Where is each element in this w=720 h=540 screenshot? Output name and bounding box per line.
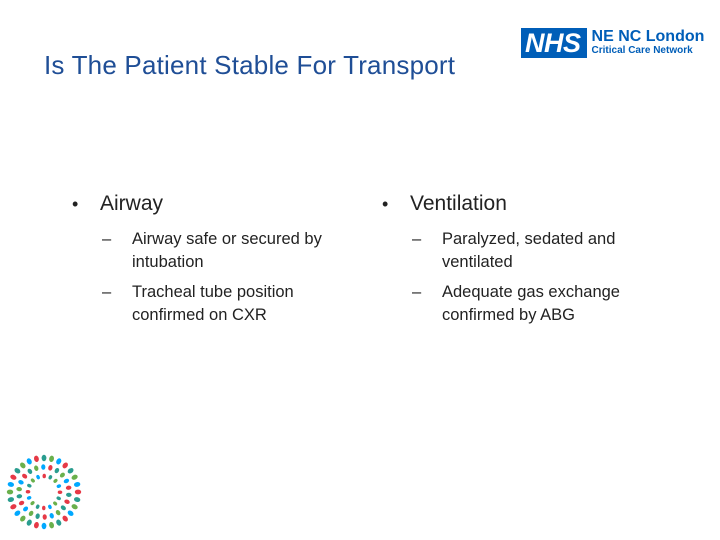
ring-dot — [9, 474, 17, 481]
ring-dot — [59, 472, 66, 479]
ring-dot — [28, 510, 34, 517]
subitem — [102, 281, 362, 327]
ring-dot — [7, 490, 13, 495]
ring-dot — [18, 500, 25, 506]
ring-dot — [42, 506, 46, 511]
ring-dot — [16, 487, 22, 492]
ring-dot — [16, 494, 22, 499]
ring-dot — [19, 515, 27, 523]
ring-dot — [30, 478, 36, 484]
ring-dot — [48, 475, 53, 481]
ring-dot — [26, 457, 33, 465]
ring-dot — [35, 513, 40, 519]
subitem — [412, 281, 682, 327]
bullet-heading: Airway — [100, 192, 164, 215]
subitem-text: Airway safe or secured by intubation — [132, 230, 322, 271]
ring-dot — [49, 521, 55, 528]
bullet-ventilation — [382, 192, 682, 216]
ring-dot — [67, 509, 75, 517]
ring-dot — [27, 483, 33, 488]
ring-dot — [26, 490, 31, 494]
dash: – — [102, 230, 112, 248]
dash: – — [412, 230, 422, 248]
ring-dot — [30, 500, 36, 506]
ring-dot — [55, 509, 62, 516]
ring-dot — [64, 499, 71, 505]
bullet-dot: • — [72, 194, 79, 214]
ring-dot — [75, 490, 81, 495]
ring-dot — [71, 474, 79, 481]
ring-dot — [54, 467, 60, 474]
ring-dot — [33, 521, 39, 528]
ring-dot — [42, 474, 46, 479]
ring-dot — [73, 481, 80, 487]
ring-dot — [63, 478, 70, 484]
ring-dot — [27, 468, 34, 475]
ring-dot — [19, 461, 27, 469]
subitem — [412, 228, 682, 274]
nhs-logo — [521, 27, 704, 59]
ring-dot — [55, 457, 62, 465]
bullet-airway — [72, 192, 362, 216]
network-ring-logo — [4, 452, 84, 532]
slide-title: Is The Patient Stable For Transport — [44, 50, 456, 80]
ring-dot — [55, 519, 62, 527]
ring-dot — [41, 464, 45, 470]
ring-dot — [66, 492, 72, 497]
ring-dot — [66, 485, 72, 490]
ring-dot — [36, 474, 41, 480]
ring-dot — [60, 504, 67, 511]
ring-dot — [71, 503, 79, 510]
ring-dot — [33, 465, 39, 472]
ring-dot — [56, 484, 62, 489]
dash: – — [412, 283, 422, 301]
ring-dot — [52, 501, 58, 507]
ring-dot — [21, 473, 28, 480]
ring-dot — [35, 504, 40, 510]
bullet-heading: Ventilation — [410, 192, 507, 215]
ring-dot — [48, 465, 53, 471]
ring-dot — [42, 523, 47, 529]
subitem — [102, 228, 362, 274]
ring-dot — [22, 505, 29, 512]
nhs-network-name — [592, 29, 705, 57]
ring-dot — [61, 461, 69, 469]
ring-dot — [7, 497, 14, 503]
nhs-badge: NHS — [521, 28, 587, 58]
ring-dot — [33, 455, 39, 462]
bullet-dot: • — [382, 194, 389, 214]
subitem-text: Tracheal tube position confirmed on CXR — [132, 283, 294, 324]
dash: – — [102, 283, 112, 301]
ring-dot — [61, 515, 69, 523]
nhs-line2: Critical Care Network — [591, 45, 693, 56]
ring-dot — [53, 478, 59, 484]
ring-dot — [49, 455, 55, 462]
ring-dot — [43, 514, 47, 520]
ring-dot — [58, 490, 63, 494]
subitem-text: Adequate gas exchange confirmed by ABG — [442, 283, 620, 324]
ring-dot — [18, 479, 25, 485]
ring-dot — [47, 504, 52, 510]
ring-dot — [67, 467, 75, 475]
column-ventilation — [382, 192, 682, 334]
ring-dot — [73, 497, 80, 503]
ring-dot — [42, 455, 47, 461]
ring-dot — [26, 519, 33, 527]
ring-dot — [13, 467, 21, 475]
ring-dot — [49, 512, 55, 519]
ring-dot — [13, 509, 21, 517]
ring-dot — [9, 503, 17, 510]
ring-dot — [7, 481, 14, 487]
ring-dot — [26, 495, 32, 500]
ring-dot — [56, 496, 62, 501]
column-airway — [72, 192, 362, 334]
subitem-text: Paralyzed, sedated and ventilated — [442, 230, 616, 271]
nhs-line1: NE NC London — [591, 28, 705, 45]
